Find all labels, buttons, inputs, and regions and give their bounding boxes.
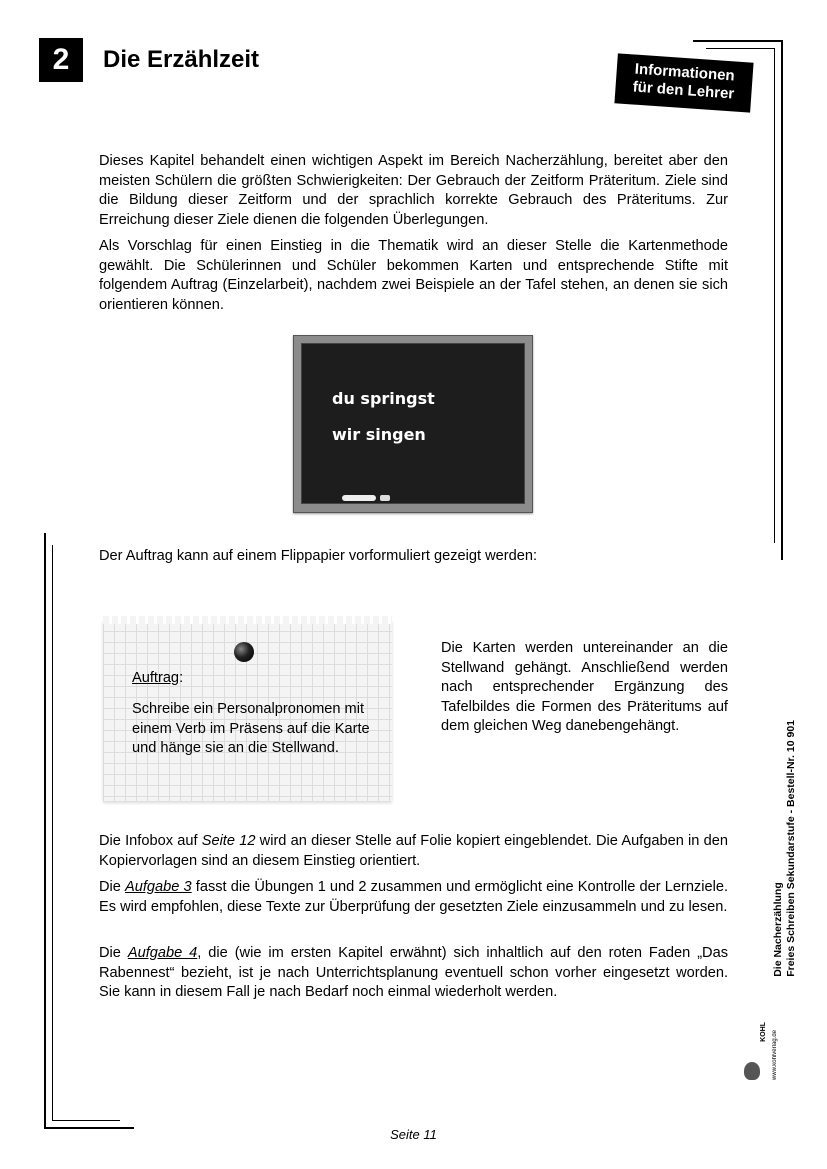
note-title: [132, 670, 183, 686]
frame-line: [781, 40, 783, 560]
badge-line-1: Informationen: [634, 60, 736, 85]
lower-paragraph: [99, 944, 728, 1003]
note-paper: [103, 620, 392, 801]
page-reference: Seite 12: [201, 833, 256, 849]
lower-paragraph: [99, 878, 728, 917]
chalk-piece: [380, 495, 390, 501]
chalk-piece: [342, 495, 376, 501]
sidebar-line-1: Die Nacherzählung: [772, 882, 784, 977]
frame-line: [706, 48, 775, 49]
frame-line: [44, 533, 46, 1129]
side-paragraph: Die Karten werden untereinander an die Stellwand gehängt. Anschließend werden nach entsprechender Ergänzung des Tafelbildes die Formen des Präteritums auf dem gleichen Weg danebengehängt.: [441, 640, 728, 734]
chalkboard: [293, 335, 533, 513]
text-run: fasst die Übungen 1 und 2 zusammen und ermöglicht eine Kontrolle der Lernziele. Es wird empfohlen, diese Texte zur Überprüfung der gesetzten Ziele einzusammeln und zu lesen.: [99, 879, 728, 915]
publisher-url: www.kohlverlag.de: [772, 1030, 778, 1081]
page-number: Seite 11: [390, 1127, 437, 1142]
text-run: , die (wie im ersten Kapitel erwähnt) sich inhaltlich auf den roten Faden „Das Rabennest“ bezieht, ist je nach Unterrichtsplanung eventuell schon vorher eingesetzt worden. Sie kann in diesem Fall je nach Bedarf noch einmal wiederholt werden.: [99, 945, 729, 1000]
sidebar-line-2: Freies Schreiben Sekundarstufe - Bestell-Nr. 10 901: [785, 720, 797, 977]
task-reference: Aufgabe 4: [127, 945, 198, 961]
frame-line: [693, 40, 783, 42]
lower-paragraph: [99, 832, 728, 871]
text-run: Die: [99, 879, 126, 895]
publisher-name: KOHL: [760, 1022, 767, 1042]
sidebar-info: [772, 720, 802, 1020]
teacher-info-badge: [614, 53, 753, 112]
pushpin-icon: [234, 642, 254, 662]
publisher-logo: [744, 1022, 778, 1086]
text-run: wird an dieser Stelle auf Folie kopiert eingeblendet. Die Aufgaben in den Kopiervorlagen sind an diesem Einstieg orientiert.: [99, 833, 728, 869]
sidebar-text: [772, 720, 798, 977]
frame-line: [774, 48, 775, 543]
frame-line: [52, 545, 53, 1121]
intro-paragraph: Als Vorschlag für einen Einstieg in die Thematik wird an dieser Stelle die Kartenmethode gewählt. Die Schülerinnen und Schüler bekommen Karten und entsprechende Stifte mit folgendem Auftrag (Einzelarbeit), nachdem zwei Beispiele an der Tafel stehen, an denen sie sich orientieren können.: [99, 238, 728, 313]
note-text: Schreibe ein Personalpronomen mit einem Verb im Präsens auf die Karte und hänge sie an die Stellwand.: [132, 701, 370, 756]
text-run: Die Infobox auf: [99, 833, 202, 849]
task-reference: Aufgabe 3: [125, 879, 192, 895]
note-title-text: Auftrag: [132, 670, 180, 686]
badge-line-2: für den Lehrer: [632, 78, 735, 103]
flip-intro: Der Auftrag kann auf einem Flippapier vorformuliert gezeigt werden:: [99, 548, 538, 564]
note-title-colon: :: [179, 670, 184, 686]
chalkboard-line: du springst: [332, 389, 435, 408]
intro-paragraph: Dieses Kapitel behandelt einen wichtigen Aspekt im Bereich Nacherzählung, bereitet aber den meisten Schülern die größten Schwierigkeiten: Der Gebrauch der Zeitform Präteritum. Ziele sind die Bildung dieser Zeitform und der sprachlich korrekte Gebrauch des Präteritums. Zur Erreichung dieser Ziele dienen die folgenden Überlegungen.: [99, 153, 728, 228]
chapter-title: Die Erzählzeit: [103, 46, 260, 73]
frame-line: [52, 1120, 120, 1121]
chalkboard-surface: [301, 343, 525, 504]
paper-torn-edge: [103, 616, 392, 624]
tree-icon: [744, 1062, 760, 1080]
text-run: Die: [99, 945, 128, 961]
chapter-number: 2: [39, 38, 83, 82]
chalkboard-line: wir singen: [332, 425, 426, 444]
